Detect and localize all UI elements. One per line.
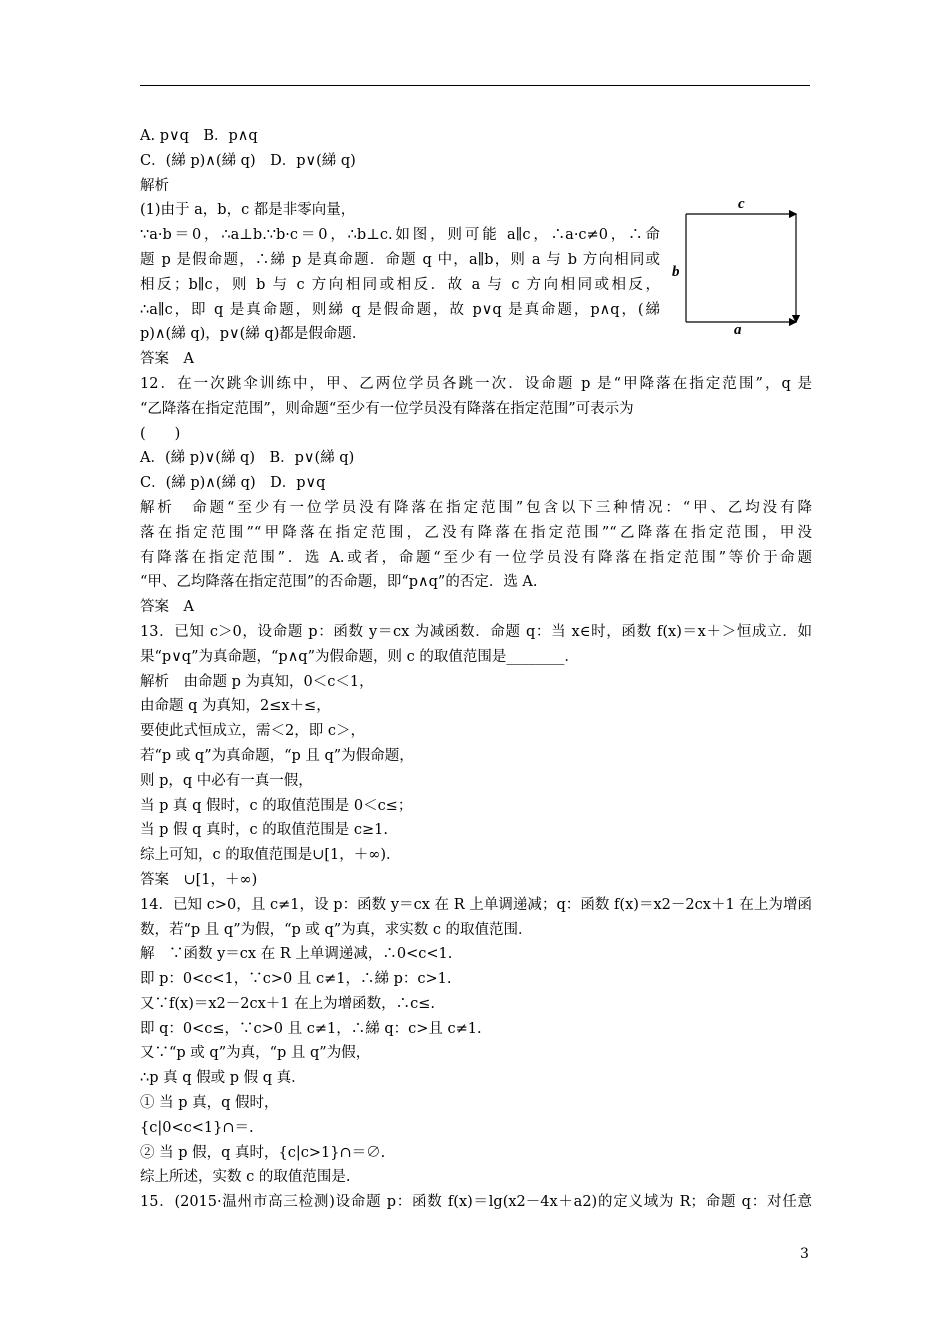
text-line: 综上所述，实数 c 的取值范围是. [140, 1169, 351, 1186]
text-line: ( ) [140, 425, 181, 442]
label-b: b [672, 264, 680, 280]
text-line: ∴a∥c，即 q 是真命题，则綈 q 是假命题，故 p∨q 是真命题，p∧q，(綈 [140, 301, 660, 318]
vector-diagram [668, 194, 808, 334]
text-line: 答案 ∪[1，＋∞) [140, 871, 258, 888]
text-line: 当 p 假 q 真时，c 的取值范围是 c≥1. [140, 822, 388, 839]
text-line: 即 q：0<c≤，∵c>0 且 c≠1，∴綈 q：c>且 c≠1. [140, 1020, 482, 1037]
label-a: a [734, 322, 742, 334]
text-line: 则 p，q 中必有一真一假， [140, 772, 313, 789]
text-line: 解析 [140, 177, 169, 194]
text-line: 由命题 q 为真知，2≤x＋≤， [140, 698, 331, 715]
text-line: 题 p 是假命题，∴綈 p 是真命题．命题 q 中，a∥b，则 a 与 b 方向相同或 [140, 251, 660, 268]
text-line: 14．已知 c>0，且 c≠1，设 p：函数 y＝cx 在 R 上单调递减；q：函数 f(x)＝x2－2cx＋1 在上为增函 [140, 896, 812, 913]
text-line: 有降落在指定范围”．选 A.或者，命题“至少有一位学员没有降落在指定范围”等价于命题 [140, 549, 812, 566]
text-line: 落在指定范围”“甲降落在指定范围，乙没有降落在指定范围”“乙降落在指定范围，甲没 [140, 524, 812, 541]
text-line: 果“p∨q”为真命题，“p∧q”为假命题，则 c 的取值范围是________． [140, 648, 579, 665]
text-line: 又∵f(x)＝x2－2cx＋1 在上为增函数，∴c≤. [140, 995, 435, 1012]
text-line: 答案 A [140, 599, 194, 616]
text-line: {c|0<c<1}∩＝. [140, 1119, 254, 1136]
text-line: A. p∨q B．p∧q [140, 128, 258, 144]
header-rule [140, 85, 810, 86]
text-line: ① 当 p 真，q 假时， [140, 1095, 279, 1112]
text-line: “乙降落在指定范围”，则命题“至少有一位学员没有降落在指定范围”可表示为 [140, 400, 634, 417]
text-line: 当 p 真 q 假时，c 的取值范围是 0＜c≤； [140, 797, 413, 814]
text-line: C．(綈 p)∧(綈 q) D．p∨q [140, 475, 326, 492]
text-line: 综上可知，c 的取值范围是∪[1，＋∞)． [140, 847, 401, 864]
text-line: 答案 A [140, 351, 194, 368]
text-line: 又∵“p 或 q”为真，“p 且 q”为假， [140, 1045, 371, 1062]
text-line: ∴p 真 q 假或 p 假 q 真． [140, 1070, 306, 1087]
text-line: 解析 由命题 p 为真知，0＜c＜1， [140, 673, 374, 690]
text-line: C．(綈 p)∧(綈 q) D．p∨(綈 q) [140, 152, 356, 169]
text-line: “甲、乙均降落在指定范围”的否命题，即“p∧q”的否定．选 A. [140, 574, 538, 591]
text-line: 要使此式恒成立，需＜2，即 c＞， [140, 723, 365, 740]
text-line: 12．在一次跳伞训练中，甲、乙两位学员各跳一次．设命题 p 是“甲降落在指定范围”，q 是 [140, 375, 812, 392]
text-line: 即 p：0<c<1，∵c>0 且 c≠1，∴綈 p：c>1. [140, 971, 452, 988]
text-line: 数，若“p 且 q”为假，“p 或 q”为真，求实数 c 的取值范围． [140, 921, 533, 938]
text-line: 相反；b∥c，则 b 与 c 方向相同或相反．故 a 与 c 方向相同或相反， [140, 276, 660, 293]
text-line: A．(綈 p)∨(綈 q) B．p∨(綈 q) [140, 450, 355, 467]
text-line: 若“p 或 q”为真命题，“p 且 q”为假命题， [140, 747, 414, 764]
text-line: ② 当 p 假，q 真时，{c|c>1}∩＝∅. [140, 1144, 386, 1161]
text-line: ∵a·b＝0，∴a⊥b.∵b·c＝0，∴b⊥c.如图，则可能 a∥c，∴a·c≠0，∴命 [140, 227, 660, 244]
text-line: p)∧(綈 q)，p∨(綈 q)都是假命题． [140, 326, 367, 343]
text-line: 解 ∵函数 y＝cx 在 R 上单调递减，∴0<c<1. [140, 946, 453, 963]
page-number: 3 [800, 1246, 809, 1262]
text-line: 13．已知 c＞0，设命题 p：函数 y＝cx 为减函数．命题 q：当 x∈时，函数 f(x)＝x＋＞恒成立．如 [140, 623, 812, 640]
text-line: 15．(2015·温州市高三检测)设命题 p：函数 f(x)＝lg(x2－4x＋a2)的定义域为 R；命题 q：对任意 [140, 1194, 812, 1211]
text-line: 解析 命题“至少有一位学员没有降落在指定范围”包含以下三种情况：“甲、乙均没有降 [140, 499, 812, 516]
text-line: (1)由于 a，b，c 都是非零向量， [140, 202, 356, 219]
label-c: c [738, 196, 745, 212]
